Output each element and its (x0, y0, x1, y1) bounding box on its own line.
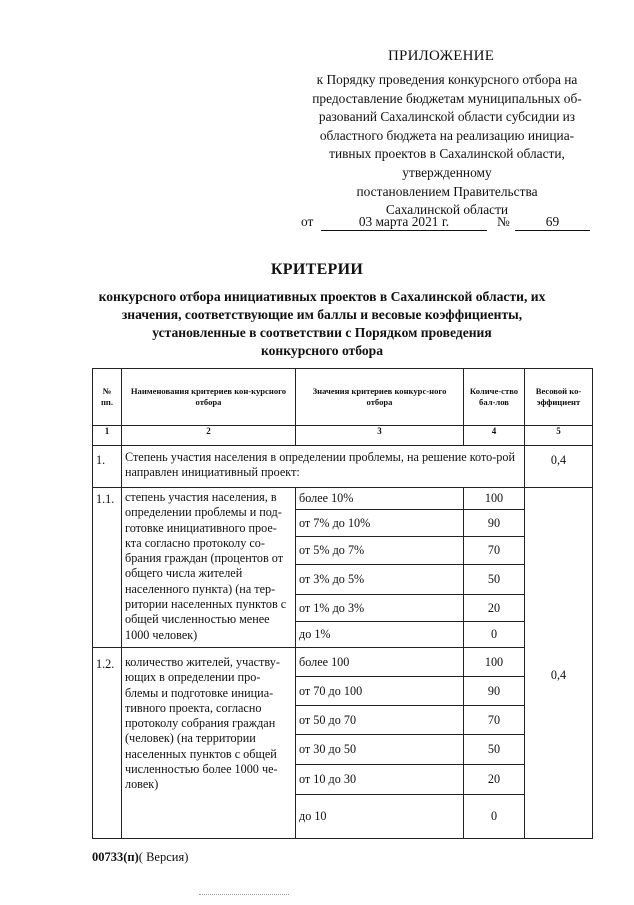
section-row (93, 446, 593, 488)
column-number: 4 (464, 426, 525, 446)
annex-title: ПРИЛОЖЕНИЕ (388, 48, 495, 64)
value-label: до 10 (296, 795, 464, 839)
criteria-table (92, 368, 593, 839)
annex-line: тивных проектов в Сахалинской области, (329, 146, 565, 162)
annex-line: утвержденному (402, 164, 492, 180)
section-num: 1. (93, 446, 122, 488)
value-points: 50 (464, 735, 525, 765)
value-points: 100 (464, 648, 525, 677)
document-title: КРИТЕРИИ (270, 261, 364, 278)
annex-line: разований Сахалинской области субсидии из (318, 109, 576, 125)
value-points: 0 (464, 795, 525, 839)
header-points: Количе-ство бал-лов (464, 369, 525, 426)
value-label: от 1% до 3% (296, 595, 464, 622)
document-code: 00733(п) (92, 850, 139, 864)
value-label: от 5% до 7% (296, 537, 464, 565)
number-sign: № (497, 214, 510, 229)
document-version: ( Версия) (138, 850, 189, 864)
subtitle-line: конкурсного отбора (260, 343, 384, 358)
column-number: 1 (93, 426, 122, 446)
value-points: 90 (464, 510, 525, 537)
header-values: Значения критериев конкурс-ного отбора (296, 369, 464, 426)
table-row (93, 488, 593, 510)
value-points: 70 (464, 537, 525, 565)
subtitle-line: значения, соответствующие им баллы и весовые коэффициенты, (121, 307, 523, 322)
header-row (93, 369, 593, 426)
criterion-name: степень участия населения, в определении проблемы и под-готовке инициативного прое-кта согласно протоколу со-брания граждан (процентов от общего числа жителей населенного пункта) (на тер-ритории населенных пунктов с общей численностью менее 1000 человек) (122, 488, 296, 648)
section-text: Степень участия населения в определении проблемы, на решение кото-рой направлен инициативный проект: (122, 446, 525, 488)
value-points: 50 (464, 565, 525, 595)
value-points: 100 (464, 488, 525, 510)
value-label: от 30 до 50 (296, 735, 464, 765)
value-label: более 10% (296, 488, 464, 510)
decree-date: 03 марта 2021 г. (321, 214, 487, 231)
annex-reference (282, 71, 612, 220)
value-label: от 7% до 10% (296, 510, 464, 537)
value-points: 70 (464, 706, 525, 735)
annex-line: постановлением Правительства (356, 183, 538, 199)
value-label: от 50 до 70 (296, 706, 464, 735)
column-number: 2 (122, 426, 296, 446)
value-points: 20 (464, 595, 525, 622)
scan-artifact (199, 894, 289, 896)
subtitle-line: конкурсного отбора инициативных проектов в Сахалинской области, их (98, 289, 546, 304)
section-weight: 0,4 (525, 446, 593, 488)
header-num: № пп. (93, 369, 122, 426)
document-subtitle (60, 288, 584, 360)
criterion-name: количество жителей, участву-ющих в определении про-блемы и подготовке инициа-тивного проекта, согласно протоколу собрания граждан (человек) (на территории населенных пунктов с общей численностью более 1000 че-ловек) (122, 648, 296, 839)
annex-line: предоставление бюджетам муниципальных об- (312, 90, 582, 106)
criterion-num: 1.1. (93, 488, 122, 648)
value-label: более 100 (296, 648, 464, 677)
date-prefix: от (301, 214, 314, 229)
subtitle-line: установленные в соответствии с Порядком проведения (152, 325, 492, 340)
value-label: от 10 до 30 (296, 765, 464, 795)
decree-number: 69 (515, 214, 590, 231)
criterion-weight: 0,4 (525, 488, 593, 839)
column-number: 5 (525, 426, 593, 446)
annex-line: Сахалинской области (385, 202, 509, 218)
value-label: от 3% до 5% (296, 565, 464, 595)
annex-line: областного бюджета на реализацию инициа- (319, 127, 575, 143)
column-number-row (93, 426, 593, 446)
value-points: 90 (464, 677, 525, 706)
value-points: 0 (464, 622, 525, 648)
header-weight: Весовой ко-эффициент (525, 369, 593, 426)
column-number: 3 (296, 426, 464, 446)
value-label: до 1% (296, 622, 464, 648)
table-row (93, 648, 593, 677)
criterion-num: 1.2. (93, 648, 122, 839)
document-footer (92, 850, 188, 865)
value-points: 20 (464, 765, 525, 795)
annex-line: к Порядку проведения конкурсного отбора на (316, 72, 578, 87)
value-label: от 70 до 100 (296, 677, 464, 706)
header-name: Наименования критериев кон-курсного отбора (122, 369, 296, 426)
